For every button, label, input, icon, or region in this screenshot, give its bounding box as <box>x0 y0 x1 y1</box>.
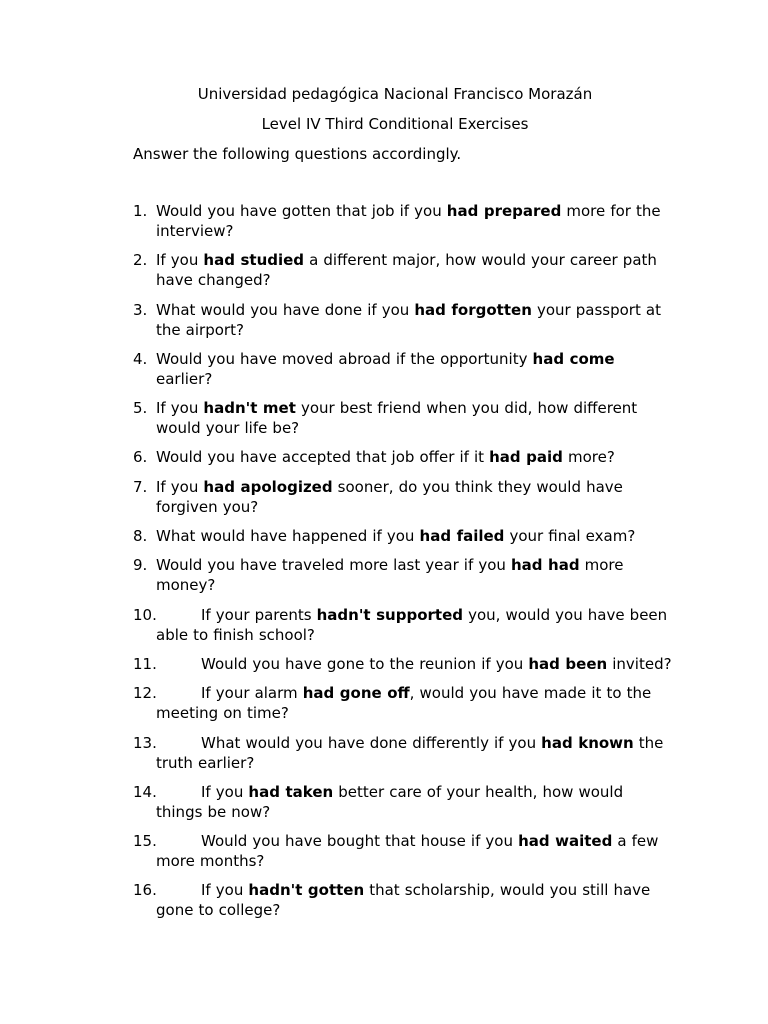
instructions-text: Answer the following questions accordingly. <box>133 145 462 163</box>
question-number: 5. <box>133 399 148 418</box>
question-text: If your parents <box>201 605 317 624</box>
question-item <box>133 477 673 517</box>
question-verb-highlight: had forgotten <box>414 300 532 319</box>
question-number: 1. <box>133 202 148 220</box>
question-text: If you <box>201 881 249 900</box>
question-text-end: earlier? <box>156 369 213 388</box>
question-item <box>133 555 673 595</box>
question-text: Would you have gone to the reunion if you <box>201 654 529 673</box>
question-text: Would you have moved abroad if the opportunity <box>156 349 533 368</box>
question-text-end: more? <box>562 448 615 467</box>
question-text-end: your passport at the airport? <box>156 300 661 339</box>
question-item <box>133 300 673 340</box>
question-number: 2. <box>133 251 148 270</box>
question-number: 6. <box>133 448 148 467</box>
question-text: If you <box>156 477 204 496</box>
question-item <box>133 733 673 773</box>
question-item <box>133 654 673 674</box>
question-number: 4. <box>133 349 148 368</box>
question-text-end: a different major, how would your career path have changed? <box>156 251 657 290</box>
question-number: 7. <box>133 477 148 496</box>
question-item <box>133 447 673 467</box>
question-text-end: you, would you have been able to finish school? <box>156 605 668 644</box>
question-verb-highlight: had been <box>528 654 608 673</box>
question-number: 16. <box>133 881 157 900</box>
question-verb-highlight: had prepared <box>446 202 562 220</box>
question-item <box>133 250 673 290</box>
question-number: 9. <box>133 556 148 575</box>
question-number: 11. <box>133 654 157 673</box>
question-verb-highlight: had gone off <box>302 684 410 703</box>
question-text: Would you have gotten that job if you <box>156 202 447 220</box>
question-text-end: that scholarship, would you still have gone to college? <box>156 881 651 920</box>
question-text-end: , would you have made it to the meeting on time? <box>156 684 652 723</box>
question-number: 13. <box>133 733 157 752</box>
question-text: If your alarm <box>201 684 303 703</box>
question-list <box>133 201 673 930</box>
question-text: If you <box>201 782 249 801</box>
question-verb-highlight: had failed <box>419 527 505 546</box>
question-text: If you <box>156 399 204 418</box>
question-text-end: more for the interview? <box>156 202 661 240</box>
exercise-subtitle: Level IV Third Conditional Exercises <box>261 115 529 133</box>
question-verb-highlight: had known <box>541 733 634 752</box>
question-number: 8. <box>133 527 148 546</box>
question-text: Would you have accepted that job offer if it <box>156 448 490 467</box>
question-item <box>133 782 673 822</box>
question-item <box>133 683 673 723</box>
question-verb-highlight: had studied <box>203 251 305 270</box>
question-text-end: your best friend when you did, how different would your life be? <box>156 399 638 438</box>
question-text-end: better care of your health, how would things be now? <box>156 782 624 821</box>
question-item <box>133 398 673 438</box>
question-verb-highlight: had had <box>510 556 580 575</box>
university-title: Universidad pedagógica Nacional Francisco Morazán <box>197 85 593 103</box>
question-item <box>133 880 673 920</box>
question-text: What would you have done differently if you <box>201 733 542 752</box>
question-number: 3. <box>133 300 148 319</box>
question-text: Would you have traveled more last year if you <box>156 556 511 575</box>
question-verb-highlight: had taken <box>248 782 334 801</box>
question-verb-highlight: hadn't gotten <box>248 881 365 900</box>
question-number: 15. <box>133 832 157 851</box>
question-text-end: more money? <box>156 556 624 595</box>
question-verb-highlight: had apologized <box>203 477 333 496</box>
question-verb-highlight: had paid <box>489 448 563 467</box>
question-text-end: your final exam? <box>504 527 636 546</box>
question-item <box>133 526 673 546</box>
question-item <box>133 349 673 389</box>
question-text-end: a few more months? <box>156 832 659 871</box>
question-text: What would you have done if you <box>156 300 415 319</box>
question-number: 14. <box>133 782 157 801</box>
question-verb-highlight: hadn't supported <box>316 605 463 624</box>
question-item <box>133 201 673 241</box>
question-text-end: sooner, do you think they would have forgiven you? <box>156 477 623 516</box>
question-text-end: the truth earlier? <box>156 733 664 772</box>
question-item <box>133 831 673 871</box>
question-number: 10. <box>133 605 157 624</box>
question-text: If you <box>156 251 204 270</box>
question-verb-highlight: had waited <box>518 832 613 851</box>
question-text: Would you have bought that house if you <box>201 832 519 851</box>
question-text-end: invited? <box>607 654 672 673</box>
question-text: What would have happened if you <box>156 527 420 546</box>
question-verb-highlight: had come <box>532 349 615 368</box>
question-verb-highlight: hadn't met <box>203 399 296 418</box>
question-item <box>133 605 673 645</box>
question-number: 12. <box>133 684 157 703</box>
